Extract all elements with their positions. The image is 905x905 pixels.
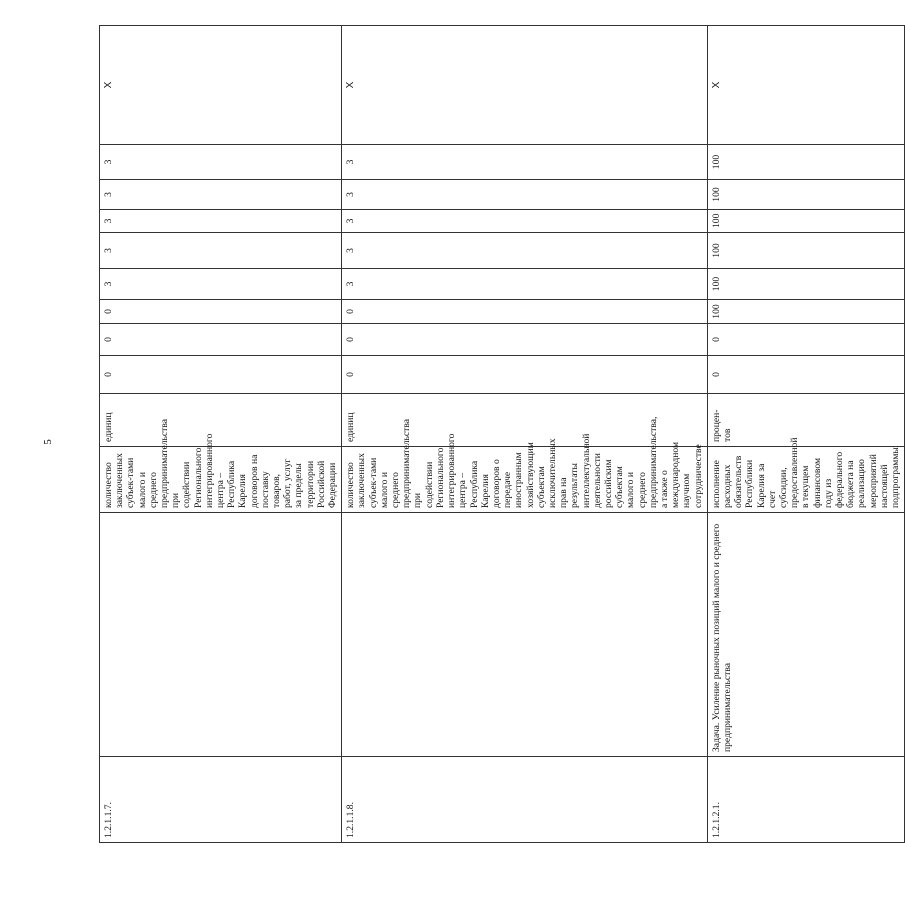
row-code: 1.2.1.1.8. <box>342 757 708 843</box>
page-number: 5 <box>42 439 54 445</box>
value-cell: 3 <box>100 180 342 210</box>
unit-cell: единиц <box>100 394 342 447</box>
value-cell: 100 <box>707 145 904 180</box>
table-row <box>100 26 342 843</box>
task-cell: Задача. Усиление рыночных позиций малого и среднего предпринимательства <box>707 513 904 757</box>
indicators-table <box>99 25 905 843</box>
value-cell: 0 <box>707 356 904 394</box>
value-cell: 100 <box>707 269 904 300</box>
unit-cell: единиц <box>342 394 708 447</box>
value-cell: 0 <box>707 324 904 356</box>
table-row <box>342 26 708 843</box>
value-cell: 3 <box>342 269 708 300</box>
value-cell: 0 <box>342 300 708 324</box>
value-cell: 0 <box>342 324 708 356</box>
task-cell <box>100 513 342 757</box>
value-cell: 100 <box>707 180 904 210</box>
last-cell: Х <box>100 26 342 145</box>
value-cell: 0 <box>100 324 342 356</box>
table-row <box>707 26 904 843</box>
value-cell: 100 <box>707 300 904 324</box>
value-cell: 3 <box>342 145 708 180</box>
value-cell: 0 <box>100 356 342 394</box>
indicator-cell: количество заключенных субъек-тами малого и среднего предпринимательства при содействии Регионального интегрированного центра – Республика Карелия договоров на поставку товаров, работ, услуг за пределы территории Российской Федерации <box>100 447 342 513</box>
value-cell: 100 <box>707 210 904 233</box>
value-cell: 3 <box>100 145 342 180</box>
row-code: 1.2.1.1.7. <box>100 757 342 843</box>
task-cell <box>342 513 708 757</box>
value-cell: 3 <box>100 269 342 300</box>
value-cell: 3 <box>342 180 708 210</box>
value-cell: 0 <box>342 356 708 394</box>
row-code: 1.2.1.2.1. <box>707 757 904 843</box>
value-cell: 3 <box>342 210 708 233</box>
last-cell: Х <box>707 26 904 145</box>
last-cell: Х <box>342 26 708 145</box>
indicator-cell: количество заключенных субъек-тами малого и среднего предпринимательства при содействии Регионального интегрированного центра – Республика Карелия договоров о передаче иностранным хозяйствующим субъектам исключительных прав на результаты интеллектуальной деятельности российским субъектам малого и среднего предпринимательства, а также о международном научном сотрудничестве <box>342 447 708 513</box>
value-cell: 3 <box>100 210 342 233</box>
value-cell: 3 <box>342 233 708 269</box>
rotated-table-wrapper <box>99 26 902 843</box>
value-cell: 3 <box>100 233 342 269</box>
value-cell: 100 <box>707 233 904 269</box>
unit-cell: процен-тов <box>707 394 904 447</box>
indicator-cell: исполнение расходных обязательств Республики Карелия за счет субсидии, предоставленной в текущем финансовом году из федерального бюджета на реализацию мероприятий настоящей подпрограммы <box>707 447 904 513</box>
value-cell: 0 <box>100 300 342 324</box>
